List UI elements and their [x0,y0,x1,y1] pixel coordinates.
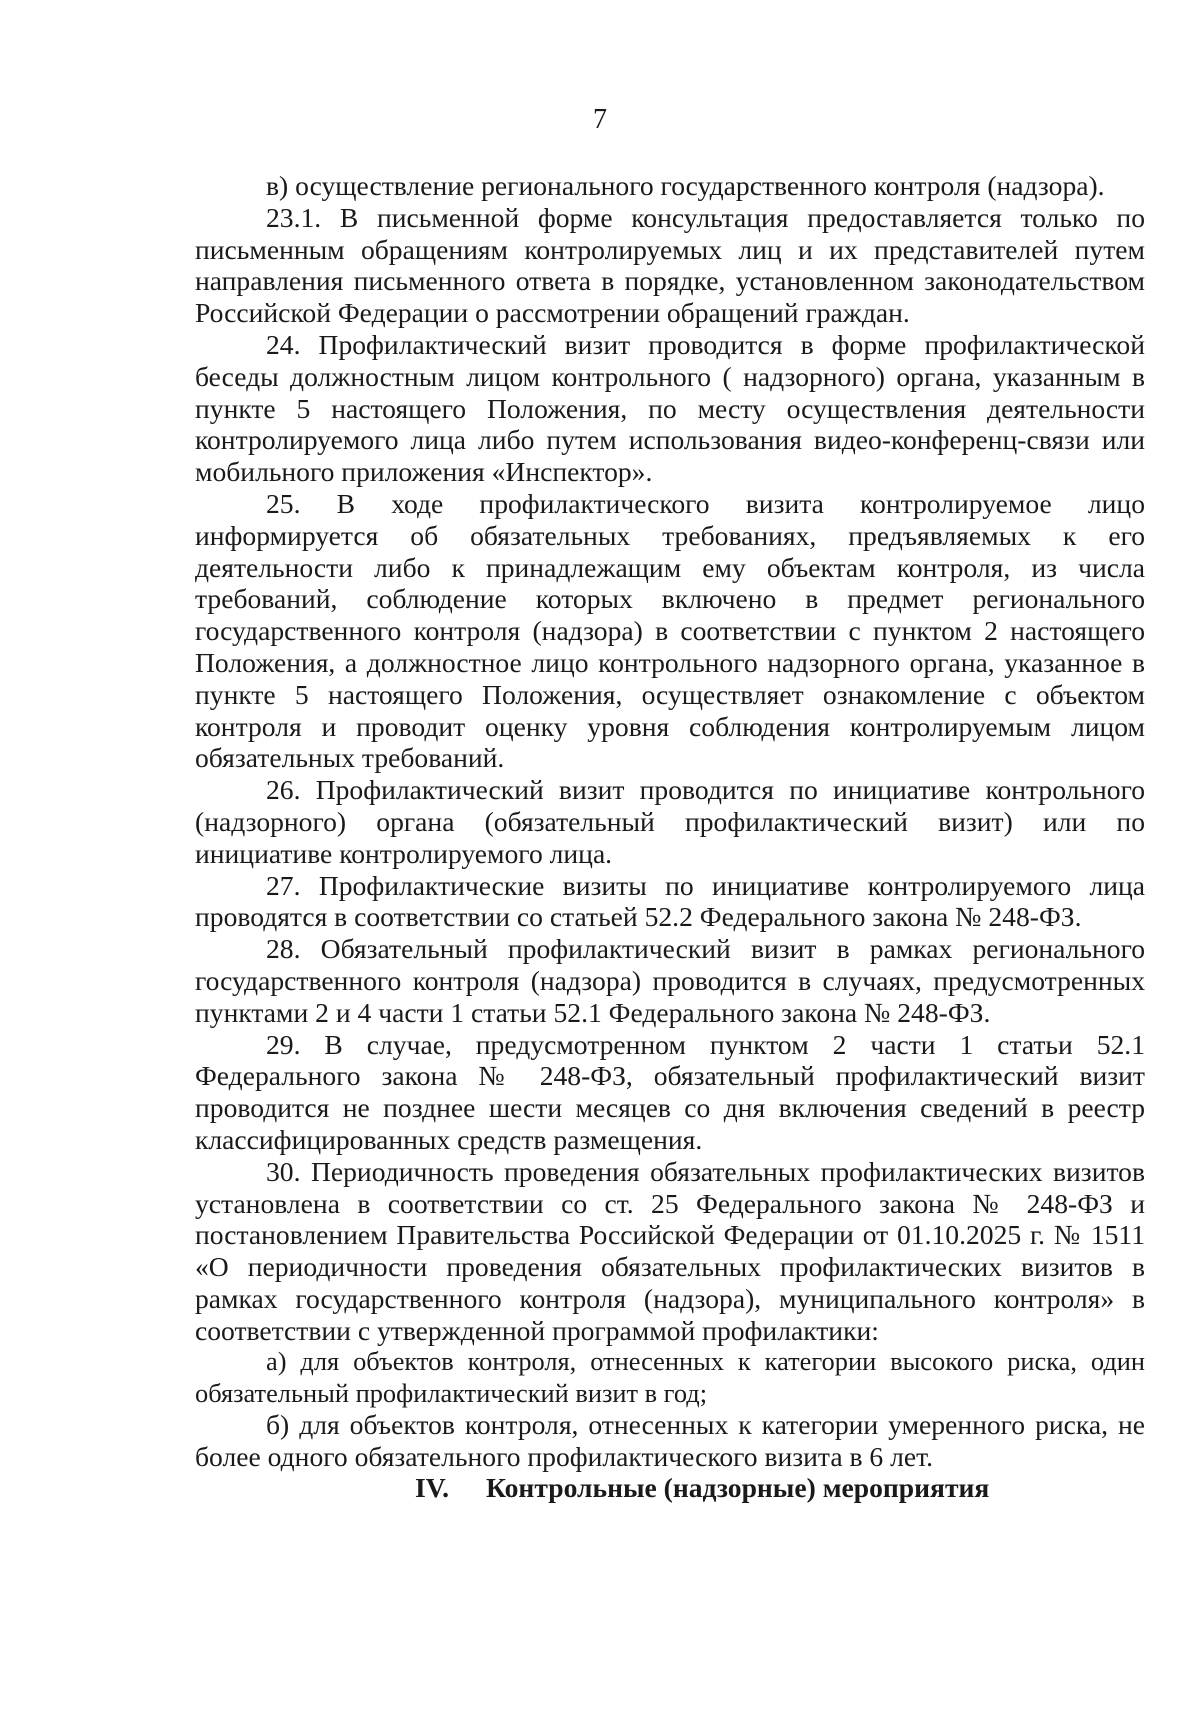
paragraph-26: 26. Профилактический визит проводится по инициативе контрольного (надзорного) органа (обязательный профилактический визит) или по инициативе контролируемого лица. [195,774,1145,869]
paragraph-27: 27. Профилактические визиты по инициативе контролируемого лица проводятся в соответствии со статьей 52.2 Федерального закона № 248-ФЗ. [195,869,1145,933]
document-body [195,170,1145,1472]
paragraph-24: 24. Профилактический визит проводится в форме профилактической беседы должностным лицом контрольного ( надзорного) органа, указанным в пункте 5 настоящего Положения, по месту осуществления деятельности контролируемого лица либо путем использования видео-конференц-связи или мобильного приложения «Инспектор». [195,328,1145,488]
paragraph-30-b: б) для объектов контроля, отнесенных к категории умеренного риска, не более одного обязательного профилактического визита в 6 лет. [195,1408,1145,1472]
paragraph-23-1: 23.1. В письменной форме консультация предоставляется только по письменным обращениям контролируемых лиц и их представителей путем направления письменного ответа в порядке, установленном законодательством Российской Федерации о рассмотрении обращений граждан. [195,201,1145,329]
paragraph-30: 30. Периодичность проведения обязательных профилактических визитов установлена в соответствии со ст. 25 Федерального закона № 248-ФЗ и постановлением Правительства Российской Федерации от 01.10.2025 г. № 1511 «О периодичности проведения обязательных профилактических визитов в рамках государственного контроля (надзора), муниципального контроля» в соответствии с утвержденной программой профилактики: [195,1155,1145,1346]
paragraph-30-a: а) для объектов контроля, отнесенных к категории высокого риска, один обязательный профилактический визит в год; [195,1346,1145,1408]
paragraph-29: 29. В случае, предусмотренном пунктом 2 части 1 статьи 52.1 Федерального закона № 248-ФЗ, обязательный профилактический визит проводится не позднее шести месяцев со дня включения сведений в реестр классифицированных средств размещения. [195,1028,1145,1155]
paragraph-28: 28. Обязательный профилактический визит в рамках регионального государственного контроля (надзора) проводится в случаях, предусмотренных пунктами 2 и 4 части 1 статьи 52.1 Федерального закона № 248-ФЗ. [195,933,1145,1028]
paragraph-item-v: в) осуществление регионального государственного контроля (надзора). [266,170,1105,201]
section-title: Контрольные (надзорные) мероприятия [486,1472,990,1503]
page-number: 7 [593,104,607,135]
paragraph-25: 25. В ходе профилактического визита контролируемое лицо информируется об обязательных требованиях, предъявляемых к его деятельности либо к принадлежащим ему объектам контроля, из числа требований, соблюдение которых включено в предмет регионального государственного контроля (надзора) в соответствии с пунктом 2 настоящего Положения, а должностное лицо контрольного надзорного органа, указанное в пункте 5 настоящего Положения, осуществляет ознакомление с объектом контроля и проводит оценку уровня соблюдения контролируемым лицом обязательных требований. [195,487,1145,774]
section-heading [415,1472,989,1504]
section-number: IV. [415,1472,450,1503]
